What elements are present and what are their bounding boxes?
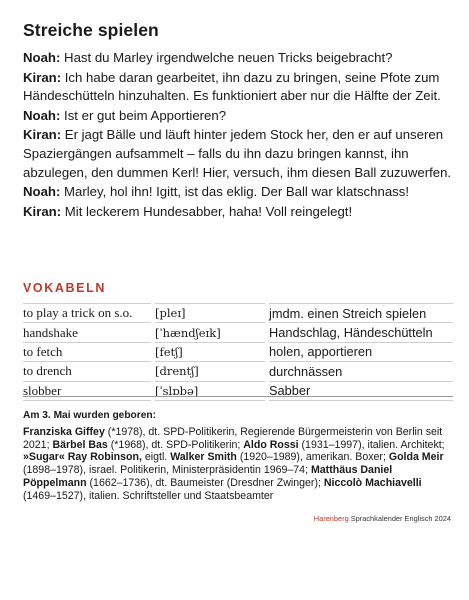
birthdays-box [23,410,453,503]
dialogue-line [23,107,453,126]
vocab-pronunciation: [pleɪ] [155,304,265,323]
speaker-name: Kiran: [23,127,62,143]
vocab-english: handshake [23,323,151,342]
vocab-german: holen, apportieren [269,342,453,361]
birthdays-text [23,426,453,503]
dialogue-line [23,126,453,182]
person-name: Niccolò Machiavelli [323,476,422,489]
dialogue [23,49,453,222]
vocab-row [23,323,453,342]
person-name: Golda Meir [388,451,444,464]
speaker-name: Noah: [23,184,61,200]
line-text: Marley, hol ihn! Igitt, ist das eklig. Der Ball war klatschnass! [60,184,409,200]
person-info: (1469–1527), italien. Schriftsteller und Staatsbeamter [23,489,274,502]
vocab-pronunciation: [fetʃ] [155,342,265,361]
line-text: Mit leckerem Hundesabber, haha! Voll reingelegt! [61,203,353,219]
person-info: (1931–1997), italien. Architekt; [298,438,445,451]
person-name: Franziska Giffey [23,425,105,438]
vocab-german: Sabber [269,381,453,400]
dialogue-line [23,183,453,202]
vocab-pronunciation: [ˈslɒbə] [155,381,265,400]
vocab-table [23,303,453,401]
line-text: Hast du Marley irgendwelche neuen Tricks beigebracht? [60,50,393,65]
dialogue-line [23,69,453,106]
page-title: Streiche spielen [23,20,159,40]
speaker-name: Noah: [23,50,61,65]
dialogue-line [23,203,453,222]
vocab-pronunciation: [ˈhændʃeɪk] [155,323,265,342]
person-info: (*1978), dt. SPD-Politikerin, Regierende Bürgermeisterin von Berlin seit 2021; [23,425,443,451]
person-name: »Sugar« Ray Robinson, [23,451,142,464]
line-text: Ist er gut beim Apportieren? [60,107,227,123]
vocab-row [23,304,453,323]
person-info: (1898–1978), israel. Politikerin, Ministerpräsidentin 1969–74; [23,464,311,477]
publisher-footer [314,514,451,523]
person-name: Walker Smith [170,451,237,464]
person-name: Bärbel Bas [52,438,108,451]
vocab-row [23,342,453,361]
birthdays-heading: Am 3. Mai wurden geboren: [23,410,157,421]
vocab-english: to play a trick on s.o. [23,304,151,323]
speaker-name: Kiran: [23,203,62,219]
person-name: Aldo Rossi [243,438,299,451]
vocab-english: slobber [23,381,151,400]
vocab-row [23,362,453,381]
person-name: Matthäus Daniel Pöppelmann [23,464,393,489]
vocab-english: to drench [23,362,151,381]
line-text: Ich habe daran gearbeitet, ihn dazu zu bringen, seine Pfote zum Händeschütteln hinzuhalten. Es funktioniert aber nur die Hälfte der Zeit. [23,69,441,104]
vocab-german: durchnässen [269,362,453,381]
speaker-name: Kiran: [23,69,62,85]
person-info: (1662–1736), dt. Baumeister (Dresdner Zwinger); [86,476,324,489]
line-text: Er jagt Bälle und läuft hinter jedem Stock her, den er auf unseren Spaziergängen aufsammelt – falls du ihn dazu bringen kannst, ihn abzulegen, den dummen Kerl! Hier, versuch, ihm diesen Ball zuzuwerfen. [23,127,452,180]
person-info: eigtl. [141,451,171,464]
vocab-heading: VOKABELN [23,281,106,295]
dialogue-line [23,49,453,68]
vocab-pronunciation: [drentʃ] [155,362,265,381]
vocab-german: jmdm. einen Streich spielen [269,304,453,323]
speaker-name: Noah: [23,107,61,123]
vocab-english: to fetch [23,342,151,361]
vocab-german: Handschlag, Händeschütteln [269,323,453,342]
publication-title: Sprachkalender Englisch 2024 [348,514,451,523]
person-info: (*1968), dt. SPD-Politikerin; [107,438,244,451]
section-divider [23,396,453,397]
vocab-row [23,381,453,400]
person-info: (1920–1989), amerikan. Boxer; [236,451,389,464]
publisher-brand: Harenberg [313,514,349,523]
